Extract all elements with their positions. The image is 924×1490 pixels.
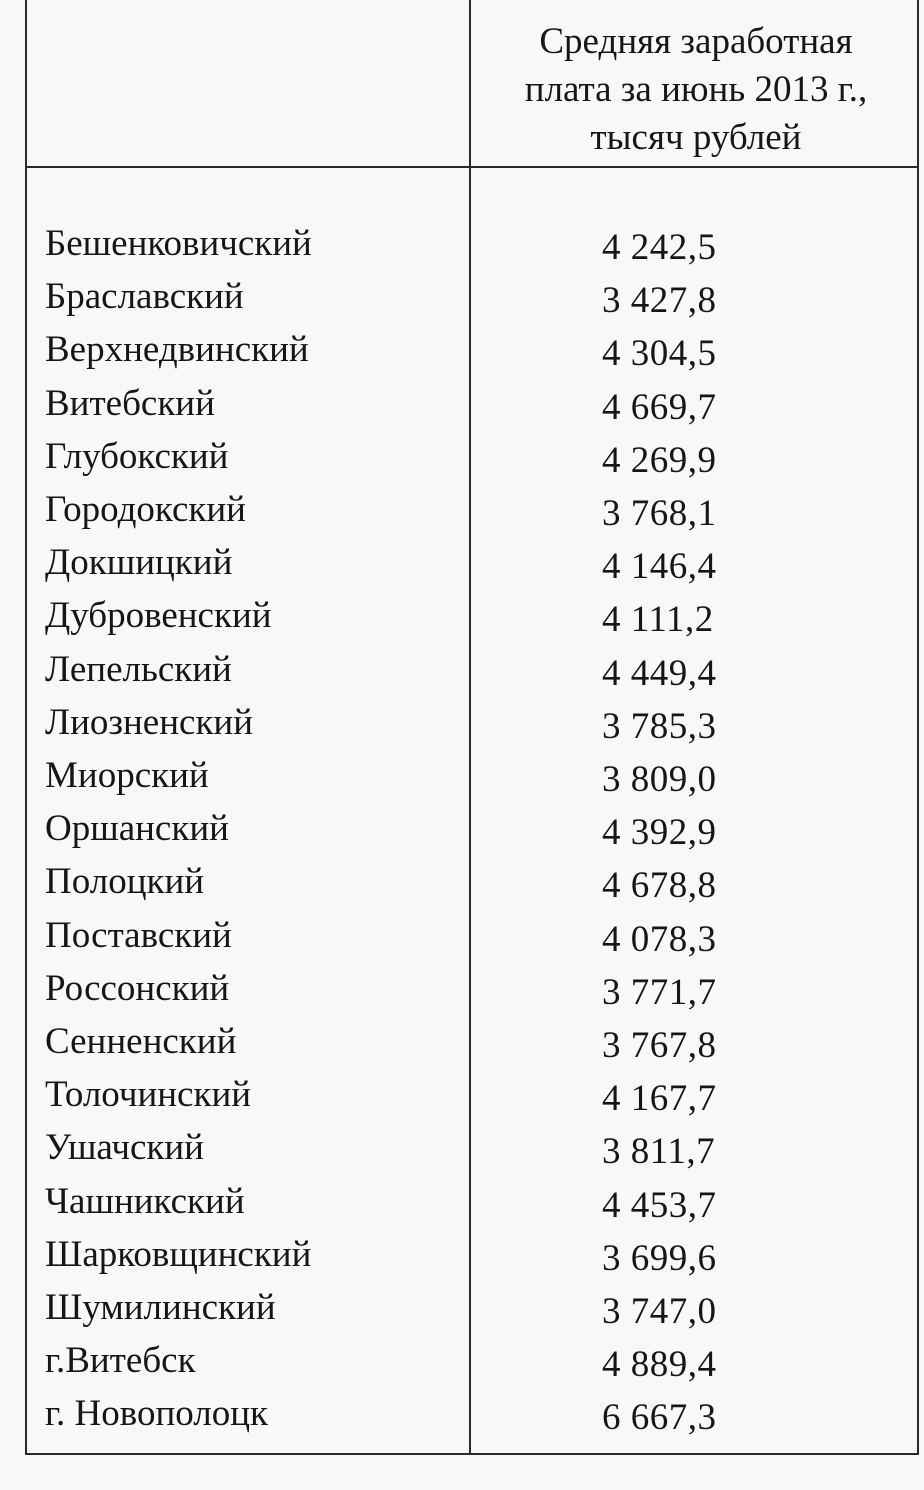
salary-value: 4 078,3 xyxy=(602,919,717,960)
salary-value: 4 392,9 xyxy=(602,812,717,853)
district-name: Шарковщинский xyxy=(45,1234,312,1275)
district-name: Чашникский xyxy=(45,1181,245,1222)
salary-value: 4 269,9 xyxy=(602,440,717,481)
salary-value: 3 747,0 xyxy=(602,1291,717,1332)
salary-value: 3 767,8 xyxy=(602,1025,717,1066)
table-row xyxy=(27,1020,919,1073)
district-name: Лиозненский xyxy=(45,702,254,743)
table-row xyxy=(27,1339,919,1392)
salary-value: 4 146,4 xyxy=(602,546,717,587)
salary-value: 3 427,8 xyxy=(602,280,717,321)
district-name: Поставский xyxy=(45,915,232,956)
salary-value: 6 667,3 xyxy=(602,1397,717,1438)
salary-value: 3 768,1 xyxy=(602,493,717,534)
table-row xyxy=(27,1286,919,1339)
district-name: Толочинский xyxy=(45,1074,252,1115)
table-row xyxy=(27,541,919,594)
table-row xyxy=(27,1180,919,1233)
district-name: Россонский xyxy=(45,968,230,1009)
header-line-1: Средняя заработная xyxy=(539,21,853,62)
table-row xyxy=(27,1233,919,1286)
district-name: Миорский xyxy=(45,755,209,796)
district-name: Оршанский xyxy=(45,808,229,849)
district-name: Полоцкий xyxy=(45,861,205,902)
district-name: Лепельский xyxy=(45,649,232,690)
column-header-salary xyxy=(473,18,919,162)
district-name: г. Новополоцк xyxy=(45,1393,268,1434)
table-row xyxy=(27,275,919,328)
salary-value: 4 453,7 xyxy=(602,1185,717,1226)
table-row xyxy=(27,382,919,435)
table-row xyxy=(27,914,919,967)
salary-value: 4 678,8 xyxy=(602,865,717,906)
district-name: Витебский xyxy=(45,383,215,424)
table-row xyxy=(27,701,919,754)
table-row xyxy=(27,1392,919,1445)
table-row xyxy=(27,328,919,381)
district-name: Глубокский xyxy=(45,436,229,477)
header-divider xyxy=(27,166,917,168)
table-row xyxy=(27,435,919,488)
table-row xyxy=(27,967,919,1020)
table-row xyxy=(27,807,919,860)
district-name: Ушачский xyxy=(45,1127,204,1168)
salary-value: 4 449,4 xyxy=(602,653,717,694)
district-name: Верхнедвинский xyxy=(45,329,309,370)
district-name: Дубровенский xyxy=(45,595,272,636)
district-name: Бешенковичский xyxy=(45,223,312,264)
header-line-3: тысяч рублей xyxy=(590,117,802,158)
table-row xyxy=(27,860,919,913)
district-name: Докшицкий xyxy=(45,542,233,583)
table-row xyxy=(27,222,919,275)
salary-value: 4 669,7 xyxy=(602,387,717,428)
table-row xyxy=(27,594,919,647)
district-name: Шумилинский xyxy=(45,1287,276,1328)
table-row xyxy=(27,1073,919,1126)
salary-value: 4 889,4 xyxy=(602,1344,717,1385)
district-name: Браславский xyxy=(45,276,244,317)
salary-value: 3 809,0 xyxy=(602,759,717,800)
salary-table xyxy=(25,0,919,1455)
salary-value: 3 811,7 xyxy=(602,1131,716,1172)
salary-value: 3 785,3 xyxy=(602,706,717,747)
table-row xyxy=(27,488,919,541)
salary-value: 4 167,7 xyxy=(602,1078,717,1119)
table-row xyxy=(27,1126,919,1179)
salary-value: 3 771,7 xyxy=(602,972,717,1013)
salary-value: 4 111,2 xyxy=(602,599,714,640)
district-name: г.Витебск xyxy=(45,1340,196,1381)
district-name: Сенненский xyxy=(45,1021,237,1062)
salary-value: 4 242,5 xyxy=(602,227,717,268)
table-row xyxy=(27,648,919,701)
table-row xyxy=(27,754,919,807)
salary-value: 4 304,5 xyxy=(602,333,717,374)
header-line-2: плата за июнь 2013 г., xyxy=(524,69,868,110)
salary-value: 3 699,6 xyxy=(602,1238,717,1279)
district-name: Городокский xyxy=(45,489,246,530)
